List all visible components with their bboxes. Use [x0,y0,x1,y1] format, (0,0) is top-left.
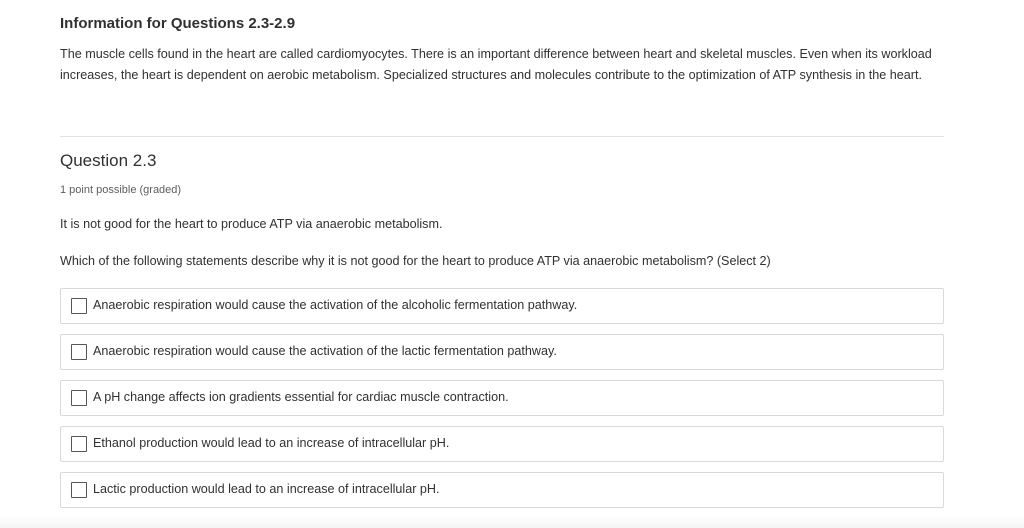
checkbox[interactable] [71,344,87,360]
answer-option-label: Anaerobic respiration would cause the activation of the lactic fermentation pathway. [93,344,557,358]
answer-option[interactable] [60,380,944,416]
info-title: Information for Questions 2.3-2.9 [60,15,296,32]
checkbox[interactable] [71,436,87,452]
question-title: Question 2.3 [60,151,157,170]
checkbox[interactable] [71,482,87,498]
question-statement: It is not good for the heart to produce ATP via anaerobic metabolism. [60,217,443,231]
answer-option-label: A pH change affects ion gradients essential for cardiac muscle contraction. [93,390,509,404]
points-possible: 1 point possible (graded) [60,184,182,196]
answer-option[interactable] [60,288,944,324]
answer-option-label: Lactic production would lead to an increase of intracellular pH. [93,482,440,496]
answer-option[interactable] [60,426,944,462]
answer-option[interactable] [60,334,944,370]
answer-option-label: Anaerobic respiration would cause the activation of the alcoholic fermentation pathway. [93,298,578,312]
answer-option-label: Ethanol production would lead to an increase of intracellular pH. [93,436,450,450]
page-bottom-shade [0,516,1024,528]
checkbox[interactable] [71,390,87,406]
section-divider [60,136,944,137]
checkbox[interactable] [71,298,87,314]
info-paragraph: The muscle cells found in the heart are called cardiomyocytes. There is an important difference between heart and skeletal muscles. Even when its workload increases, the heart is dependent on aerobic metabolism. Specialized structures and molecules contribute to the optimization of ATP synthesis in the heart. [60,47,932,82]
answer-option[interactable] [60,472,944,508]
question-prompt: Which of the following statements describe why it is not good for the heart to produce ATP via anaerobic metabolism? (Select 2) [60,254,771,268]
